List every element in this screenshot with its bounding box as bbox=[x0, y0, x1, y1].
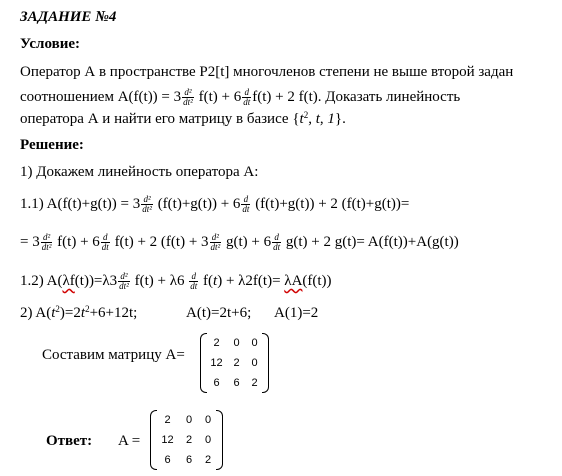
formula-text: 2) A( bbox=[20, 305, 52, 321]
condition-text: f(t) + 2 f(t). Доказать линейность bbox=[252, 89, 461, 105]
solution-label: Решение: bbox=[20, 137, 84, 153]
second-derivative-fraction bbox=[141, 195, 153, 214]
step-2-a-1: A(1)=2 bbox=[274, 305, 319, 321]
fraction-numerator: d² bbox=[210, 233, 222, 243]
matrix-table bbox=[157, 410, 216, 470]
matrix-table bbox=[207, 333, 262, 393]
condition-line-2 bbox=[20, 88, 460, 107]
condition-line-1: Оператор А в пространстве P2[t] многочленов степени не выше второй задан bbox=[20, 64, 514, 80]
condition-text: f(t) + 6 bbox=[194, 89, 242, 105]
step-1-2 bbox=[20, 272, 332, 291]
separator: , bbox=[308, 111, 316, 127]
first-derivative-fraction bbox=[241, 195, 250, 214]
fraction-denominator: dt bbox=[190, 281, 198, 292]
fraction-denominator: dt bbox=[101, 242, 109, 253]
spellcheck-underlined-text: λf bbox=[62, 273, 75, 289]
formula-text: g(t) + 2 g(t)= A(f(t))+A(g(t)) bbox=[282, 234, 459, 250]
condition-text: соотношением A(f(t)) = 3 bbox=[20, 89, 182, 105]
formula-text: = 3 bbox=[20, 234, 40, 250]
variable: t bbox=[51, 305, 56, 321]
formula-text: f(t) + 2 (f(t) + 3 bbox=[110, 234, 209, 250]
step-2 bbox=[20, 304, 137, 322]
superscript: 2 bbox=[55, 304, 60, 314]
matrix-cell: 2 bbox=[185, 434, 193, 446]
first-derivative-fraction bbox=[272, 233, 281, 252]
formula-text: +6+12t; bbox=[89, 305, 138, 321]
matrix-cell: 2 bbox=[251, 377, 258, 389]
task-title: ЗАДАНИЕ №4 bbox=[20, 9, 117, 25]
spellcheck-underlined-text: λA bbox=[284, 273, 303, 289]
condition-label: Условие: bbox=[20, 36, 80, 52]
superscript: 2 bbox=[85, 304, 90, 314]
answer-label: Ответ: bbox=[46, 433, 93, 449]
fraction-denominator: dt² bbox=[142, 204, 152, 215]
matrix-cell: 0 bbox=[251, 337, 258, 349]
matrix-label: Составим матрицу A= bbox=[42, 347, 185, 363]
second-derivative-fraction bbox=[210, 233, 222, 252]
condition-line-3 bbox=[20, 110, 346, 128]
basis-element: t bbox=[299, 111, 304, 127]
right-bracket bbox=[216, 410, 223, 470]
formula-text: f(t) + λ6 bbox=[130, 273, 189, 289]
matrix-cell: 6 bbox=[185, 454, 193, 466]
formula-text: f(t) + 6 bbox=[53, 234, 100, 250]
left-bracket bbox=[200, 333, 207, 393]
first-derivative-fraction bbox=[242, 88, 251, 107]
fraction-denominator: dt² bbox=[210, 242, 221, 253]
matrix-cell: 12 bbox=[210, 357, 223, 369]
matrix-cell: 2 bbox=[164, 414, 171, 426]
step-1-heading: 1) Докажем линейность оператора А: bbox=[20, 164, 259, 180]
variable: t bbox=[213, 273, 218, 289]
formula-text: )=2 bbox=[59, 305, 81, 321]
second-derivative-fraction bbox=[41, 233, 53, 252]
separator: , bbox=[319, 111, 328, 127]
matrix-cell: 6 bbox=[164, 454, 171, 466]
fraction-numerator: d² bbox=[182, 88, 194, 98]
matrix-cell: 0 bbox=[251, 357, 258, 369]
formula-text: 1.1) A(f(t)+g(t)) = 3 bbox=[20, 196, 141, 212]
superscript: 2 bbox=[303, 110, 309, 120]
matrix-cell: 6 bbox=[233, 377, 240, 389]
fraction-numerator: d bbox=[241, 195, 250, 205]
formula-text: g(t) + 6 bbox=[222, 234, 272, 250]
fraction-denominator: dt bbox=[273, 242, 281, 253]
matrix-cell: 2 bbox=[204, 454, 212, 466]
fraction-numerator: d² bbox=[118, 272, 130, 282]
matrix-cell: 2 bbox=[233, 357, 240, 369]
fraction-numerator: d² bbox=[41, 233, 53, 243]
matrix-cell: 0 bbox=[185, 414, 193, 426]
formula-text: 1.2) A( bbox=[20, 273, 63, 289]
matrix-cell: 0 bbox=[204, 434, 212, 446]
step-2-a-t: A(t)=2t+6; bbox=[186, 305, 252, 321]
fraction-denominator: dt² bbox=[119, 281, 129, 292]
variable: t bbox=[80, 305, 86, 321]
matrix-cell: 2 bbox=[213, 337, 220, 349]
basis-element: 1 bbox=[327, 111, 335, 127]
second-derivative-fraction bbox=[118, 272, 130, 291]
fraction-numerator: d bbox=[242, 88, 251, 98]
formula-text: (t))=λ3 bbox=[74, 273, 118, 289]
matrix-cell: 6 bbox=[213, 377, 220, 389]
answer-matrix bbox=[150, 410, 223, 470]
matrix-cell: 12 bbox=[161, 434, 174, 446]
fraction-numerator: d bbox=[101, 233, 110, 243]
first-derivative-fraction bbox=[101, 233, 110, 252]
answer-lhs: A = bbox=[118, 433, 141, 449]
step-1-1 bbox=[20, 195, 409, 214]
fraction-denominator: dt² bbox=[41, 242, 52, 253]
right-bracket bbox=[262, 333, 269, 393]
basis-element: t bbox=[315, 111, 320, 127]
condition-text: оператора А и найти его матрицу в базисе { bbox=[20, 111, 300, 127]
fraction-numerator: d² bbox=[141, 195, 153, 205]
matrix-cell: 0 bbox=[233, 337, 240, 349]
first-derivative-fraction bbox=[189, 272, 198, 291]
formula-text: f( bbox=[199, 273, 214, 289]
fraction-numerator: d bbox=[272, 233, 281, 243]
fraction-numerator: d bbox=[189, 272, 198, 282]
step-1-1-continuation bbox=[20, 233, 459, 252]
formula-text: (f(t)+g(t)) + 2 (f(t)+g(t))= bbox=[251, 196, 410, 212]
formula-text: ) + λ2f(t)= bbox=[217, 273, 285, 289]
fraction-denominator: dt² bbox=[183, 97, 193, 108]
formula-text: (f(t)+g(t)) + 6 bbox=[153, 196, 241, 212]
fraction-denominator: dt bbox=[242, 204, 250, 215]
matrix-cell: 0 bbox=[204, 414, 212, 426]
fraction-denominator: dt bbox=[243, 97, 251, 108]
left-bracket bbox=[150, 410, 157, 470]
condition-text: }. bbox=[334, 111, 346, 127]
operator-matrix bbox=[200, 333, 269, 393]
formula-text: (f(t)) bbox=[302, 273, 332, 289]
second-derivative-fraction bbox=[182, 88, 194, 107]
